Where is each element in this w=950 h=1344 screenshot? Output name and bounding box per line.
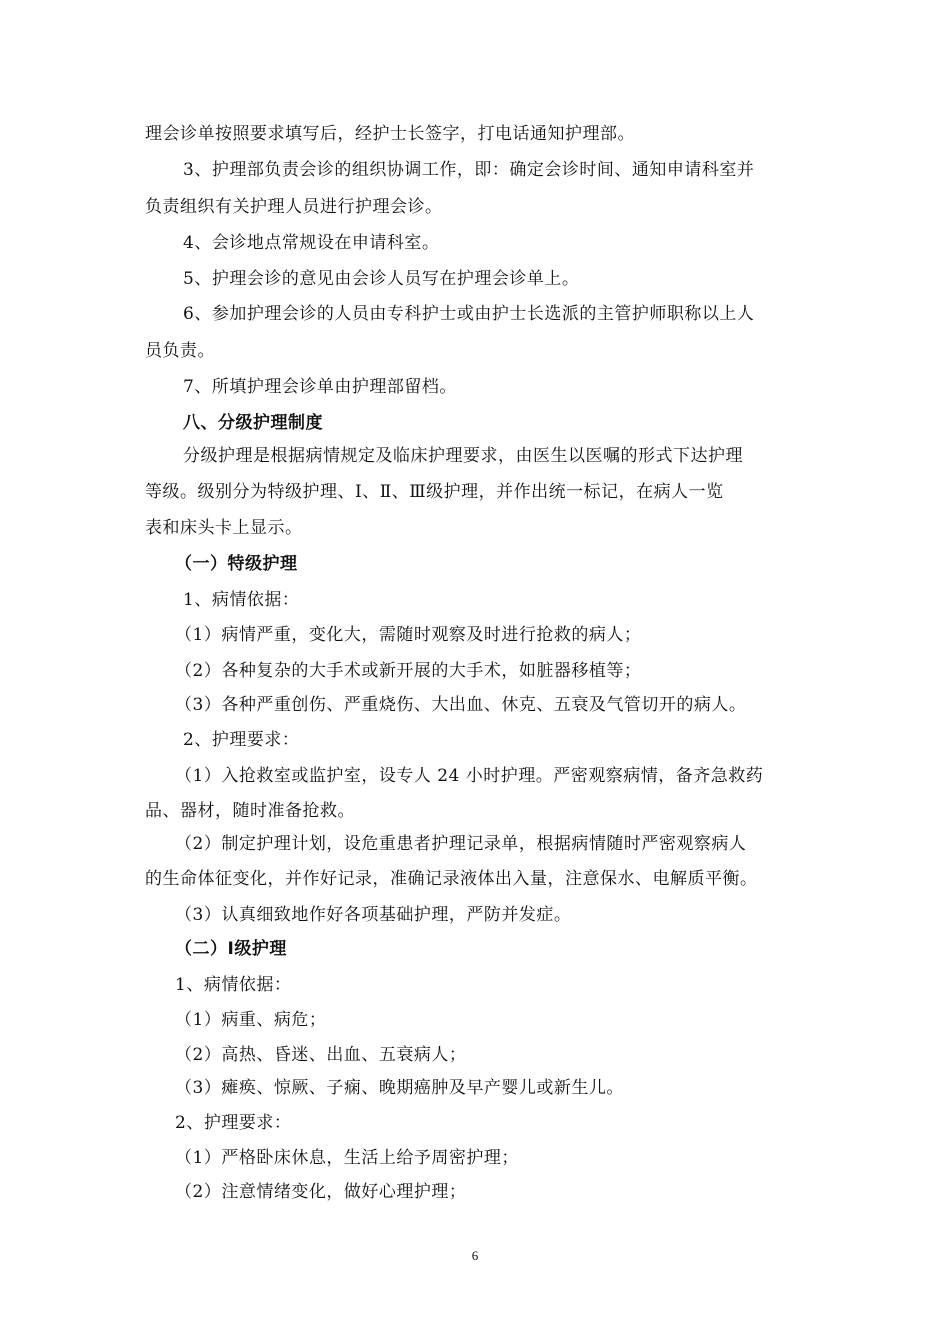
subsection-heading: （二）Ⅰ级护理 — [175, 939, 287, 959]
section-heading: 八、分级护理制度 — [183, 413, 323, 433]
text-line: （3）瘫痪、惊厥、子痫、晚期癌肿及早产婴儿或新生儿。 — [175, 1078, 624, 1098]
text-line: （2）各种复杂的大手术或新开展的大手术，如脏器移植等； — [175, 661, 642, 681]
text-line: （1）入抢救室或监护室，设专人 24 小时护理。严密观察病情，备齐急救药 — [175, 766, 764, 786]
text-line: 等级。级别分为特级护理、Ⅰ、Ⅱ、Ⅲ级护理，并作出统一标记，在病人一览 — [145, 482, 724, 502]
text-line: 理会诊单按照要求填写后，经护士长签字，打电话通知护理部。 — [145, 124, 635, 144]
text-line: 负责组织有关护理人员进行护理会诊。 — [145, 197, 443, 217]
text-line: （3）各种严重创伤、严重烧伤、大出血、休克、五衰及气管切开的病人。 — [175, 695, 747, 715]
text-line: （1）严格卧床休息，生活上给予周密护理； — [175, 1148, 519, 1168]
text-line: 7、所填护理会诊单由护理部留档。 — [183, 377, 457, 397]
text-line: 品、器材，随时准备抢救。 — [145, 801, 355, 821]
text-line: 的生命体征变化，并作好记录，准确记录液体出入量，注意保水、电解质平衡。 — [145, 869, 758, 889]
text-line: 4、会诊地点常规设在申请科室。 — [183, 233, 440, 253]
subsection-heading: （一）特级护理 — [175, 554, 298, 574]
text-line: （2）高热、昏迷、出血、五衰病人； — [175, 1045, 467, 1065]
page-number: 6 — [471, 1248, 479, 1263]
text-line: 分级护理是根据病情规定及临床护理要求，由医生以医嘱的形式下达护理 — [183, 446, 743, 466]
text-line: 2、护理要求： — [183, 730, 300, 750]
text-line: （2）注意情绪变化，做好心理护理； — [175, 1182, 467, 1202]
text-line: （2）制定护理计划，设危重患者护理记录单，根据病情随时严密观察病人 — [175, 834, 747, 854]
text-line: （1）病情严重，变化大，需随时观察及时进行抢救的病人； — [175, 625, 642, 645]
text-line: 1、病情依据： — [183, 590, 300, 610]
text-line: 1、病情依据： — [175, 975, 292, 995]
text-line: （3）认真细致地作好各项基础护理，严防并发症。 — [175, 905, 572, 925]
text-line: 表和床头卡上显示。 — [145, 518, 303, 538]
text-line: 3、护理部负责会诊的组织协调工作，即：确定会诊时间、通知申请科室并 — [183, 160, 755, 180]
text-line: 5、护理会诊的意见由会诊人员写在护理会诊单上。 — [183, 269, 580, 289]
text-line: （1）病重、病危； — [175, 1010, 327, 1030]
text-line: 2、护理要求： — [175, 1113, 292, 1133]
text-line: 员负责。 — [145, 341, 215, 361]
text-line: 6、参加护理会诊的人员由专科护士或由护士长选派的主管护师职称以上人 — [183, 304, 755, 324]
